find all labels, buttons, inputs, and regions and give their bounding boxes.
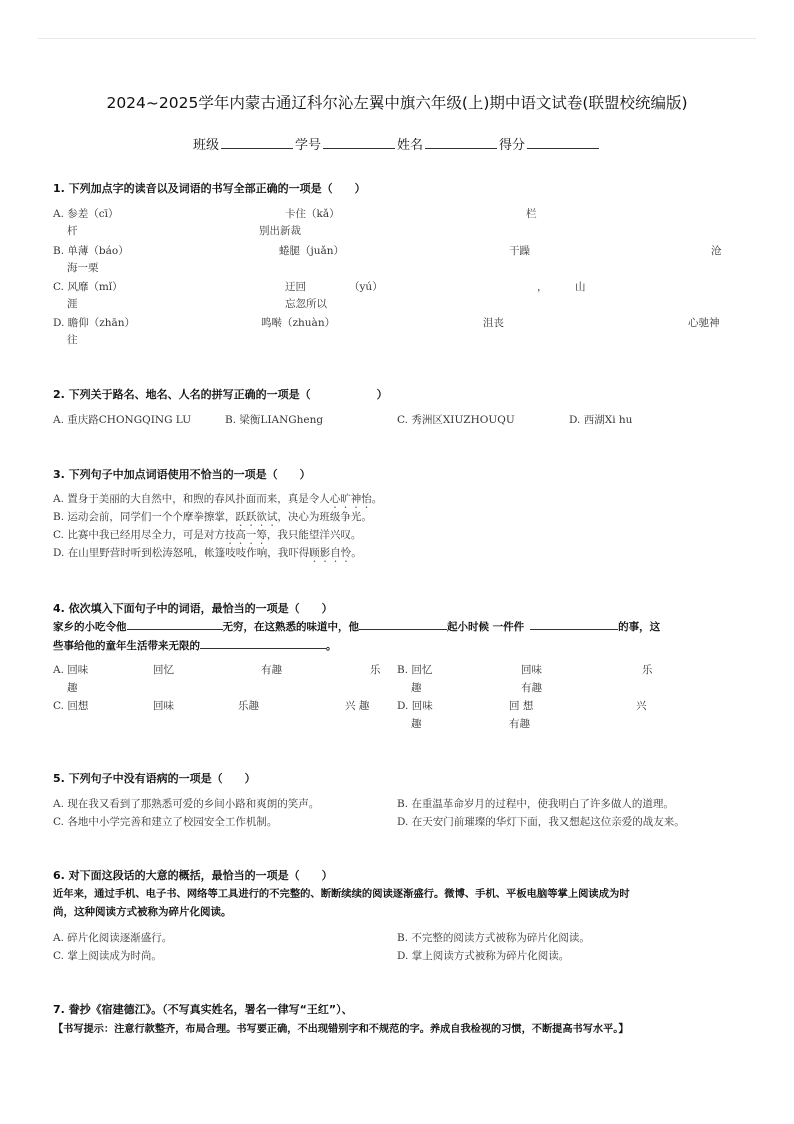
q3-b-dotted-word: 跃跃欲试 <box>235 511 278 523</box>
q4-s1: 家乡的小吃令他 <box>53 621 127 633</box>
q3-a-end: 。 <box>371 493 383 505</box>
q3-option-d[interactable] <box>53 545 362 565</box>
q3-d-text: D. 在山里野营时听到松涛怒吼，帐篷吱吱作响，我吓得 <box>53 547 310 559</box>
q3-a-dotted-word: 心旷神怡 <box>329 493 372 505</box>
q4-option-b[interactable]: B. 回忆 <box>397 664 433 676</box>
q1-b-word4-cont: 海一栗 <box>67 262 99 274</box>
q6-option-b[interactable]: B. 不完整的阅读方式被称为碎片化阅读。 <box>397 932 590 944</box>
class-label: 班级 <box>192 138 219 153</box>
q1-d-word3: 沮丧 <box>483 317 504 329</box>
student-info-line <box>0 134 794 153</box>
q4-blank-3[interactable] <box>530 618 618 630</box>
q4-b-word4: 有趣 <box>521 682 542 694</box>
q1-c-comma: ， <box>537 281 548 293</box>
score-label: 得分 <box>499 138 526 153</box>
number-field[interactable] <box>323 136 395 149</box>
q4-b-word2: 回味 <box>521 664 542 676</box>
q4-option-c[interactable]: C. 回想 <box>53 700 89 712</box>
q4-d-word3: 兴 <box>636 700 647 712</box>
q5-option-a[interactable]: A. 现在我又看到了那熟悉可爱的乡间小路和爽朗的笑声。 <box>53 798 320 810</box>
q4-a-word2: 回忆 <box>153 664 174 676</box>
q1-option-c[interactable]: C. 风靡（mǐ） <box>53 281 123 293</box>
q5-option-d[interactable]: D. 在天安门前璀璨的华灯下面，我又想起这位亲爱的战友来。 <box>397 816 685 828</box>
q6-stem: 6. 对下面这段话的大意的概括，最恰当的一项是（ ） <box>53 869 333 882</box>
q4-c-word2: 回味 <box>153 700 174 712</box>
q6-option-d[interactable]: D. 掌上阅读方式被称为碎片化阅读。 <box>397 950 570 962</box>
q4-blank-1[interactable] <box>127 618 223 630</box>
q4-d-word2: 回 想 <box>509 700 534 712</box>
q3-b-end: ，决心为班级争光。 <box>277 511 372 523</box>
q4-s2: 无穷，在这熟悉的味道中，他 <box>222 621 359 633</box>
q7-stem: 7. 誊抄《宿建德江》。（不写真实姓名，署名一律写“王红”）、 <box>53 1003 353 1016</box>
q2-option-c[interactable]: C. 秀洲区XIUZHOUQU <box>397 414 515 426</box>
exam-title: 2024~2025学年内蒙古通辽科尔沁左翼中旗六年级(上)期中语文试卷(联盟校统编版) <box>106 94 688 112</box>
q4-s5: 些事给他的童年生活带来无限的 <box>53 640 200 652</box>
q2-option-a[interactable]: A. 重庆路CHONGQING LU <box>53 414 192 426</box>
q3-c-text: C. 比赛中我已经用尽全力，可是对方 <box>53 529 225 541</box>
q1-option-b[interactable]: B. 单薄（báo） <box>53 245 129 257</box>
name-field[interactable] <box>425 136 497 149</box>
q1-a-word3: 栏 <box>526 208 537 220</box>
q3-c-end: ，我只能望洋兴叹。 <box>266 529 362 541</box>
q1-option-d[interactable]: D. 瞻仰（zhān） <box>53 317 136 329</box>
q4-d-word3-cont: 趣 <box>411 718 422 730</box>
class-field[interactable] <box>221 136 293 149</box>
q4-c-word4: 兴 趣 <box>345 700 370 712</box>
q1-c-pinyin: （yú） <box>349 281 383 293</box>
q1-c-word3: 山 <box>575 281 586 293</box>
q4-s4: 的事，这 <box>618 621 661 633</box>
q3-option-b[interactable] <box>53 509 372 529</box>
q3-d-end: 。 <box>351 547 362 559</box>
q4-c-word3: 乐趣 <box>238 700 259 712</box>
q4-d-word4: 有趣 <box>509 718 530 730</box>
q3-option-a[interactable] <box>53 491 382 511</box>
q5-option-b[interactable]: B. 在重温革命岁月的过程中，使我明白了许多做人的道理。 <box>397 798 674 810</box>
q1-b-word4: 沧 <box>711 245 722 257</box>
q1-a-word3-cont: 杆 <box>67 225 78 237</box>
q2-option-b[interactable]: B. 梁衡LIANGheng <box>225 414 324 426</box>
q1-a-word2: 卡住（kǎ） <box>285 208 340 220</box>
q1-c-word4: 忘忽所以 <box>285 298 327 310</box>
q4-b-word3: 乐 <box>642 664 653 676</box>
q6-option-a[interactable]: A. 碎片化阅读逐渐盛行。 <box>53 932 173 944</box>
q5-stem: 5. 下列句子中没有语病的一项是（ ） <box>53 772 256 785</box>
q2-option-d[interactable]: D. 西湖Xi hu <box>569 414 633 426</box>
q4-s6: 。 <box>326 640 337 652</box>
q1-c-word3-cont: 涯 <box>67 298 78 310</box>
q1-c-word2: 迂回 <box>285 281 306 293</box>
q4-option-d[interactable]: D. 回味 <box>397 700 433 712</box>
q1-d-word2: 鸣啭（zhuàn） <box>261 317 336 329</box>
q4-sentence-line2 <box>53 637 337 653</box>
q4-blank-2[interactable] <box>359 618 447 630</box>
q2-stem: 2. 下列关于路名、地名、人名的拼写正确的一项是（ ） <box>53 388 388 401</box>
q1-option-a[interactable]: A. 参差（cī） <box>53 208 119 220</box>
q1-d-word4-cont: 往 <box>67 334 78 346</box>
q3-option-c[interactable] <box>53 527 361 547</box>
q1-b-word3: 干躁 <box>509 245 530 257</box>
q1-b-word2: 蜷腿（juǎn） <box>279 245 345 257</box>
q4-s3: 起小时候 一件件 <box>447 621 525 633</box>
q4-a-word4-cont: 趣 <box>67 682 78 694</box>
q6-passage-line1: 近年来，通过手机、电子书、网络等工具进行的不完整的、断断续续的阅读逐渐盛行。微博、手机、平板电脑等掌上阅读成为时 <box>53 888 630 900</box>
q3-d-dotted-word: 顾影自怜 <box>309 547 352 559</box>
q5-option-c[interactable]: C. 各地中小学完善和建立了校园安全工作机制。 <box>53 816 278 828</box>
q4-a-word4: 乐 <box>370 664 381 676</box>
q4-option-a[interactable]: A. 回味 <box>53 664 89 676</box>
q1-a-word4: 别出新裁 <box>259 225 301 237</box>
q3-a-text: A. 置身于美丽的大自然中，和煦的春风扑面而来，真是令人 <box>53 493 330 505</box>
q4-stem: 4. 依次填入下面句子中的词语，最恰当的一项是（ ） <box>53 602 333 615</box>
q3-c-dotted-word: 技高一筹 <box>224 529 267 541</box>
q4-b-word3-cont: 趣 <box>411 682 422 694</box>
q6-option-c[interactable]: C. 掌上阅读成为时尚。 <box>53 950 162 962</box>
q3-b-text: B. 运动会前，同学们一个个摩拳擦掌， <box>53 511 236 523</box>
q1-stem: 1. 下列加点字的读音以及词语的书写全部正确的一项是（ ） <box>53 182 366 195</box>
q4-sentence-line1 <box>53 618 660 634</box>
q6-passage-line2: 尚，这种阅读方式被称为碎片化阅读。 <box>53 906 232 918</box>
q4-blank-4[interactable] <box>200 637 326 649</box>
name-label: 姓名 <box>397 138 424 153</box>
q4-a-word3: 有趣 <box>261 664 282 676</box>
q7-writing-tip: 【书写提示：注意行款整齐，布局合理。书写要正确，不出现错别字和不规范的字。养成自我检视的习惯，不断提高书写水平。】 <box>53 1024 629 1035</box>
number-label: 学号 <box>294 138 321 153</box>
q3-stem: 3. 下列句子中加点词语使用不恰当的一项是（ ） <box>53 468 311 481</box>
score-field[interactable] <box>527 136 599 149</box>
q1-d-word4: 心驰神 <box>688 317 720 329</box>
page-top-border <box>38 38 756 39</box>
